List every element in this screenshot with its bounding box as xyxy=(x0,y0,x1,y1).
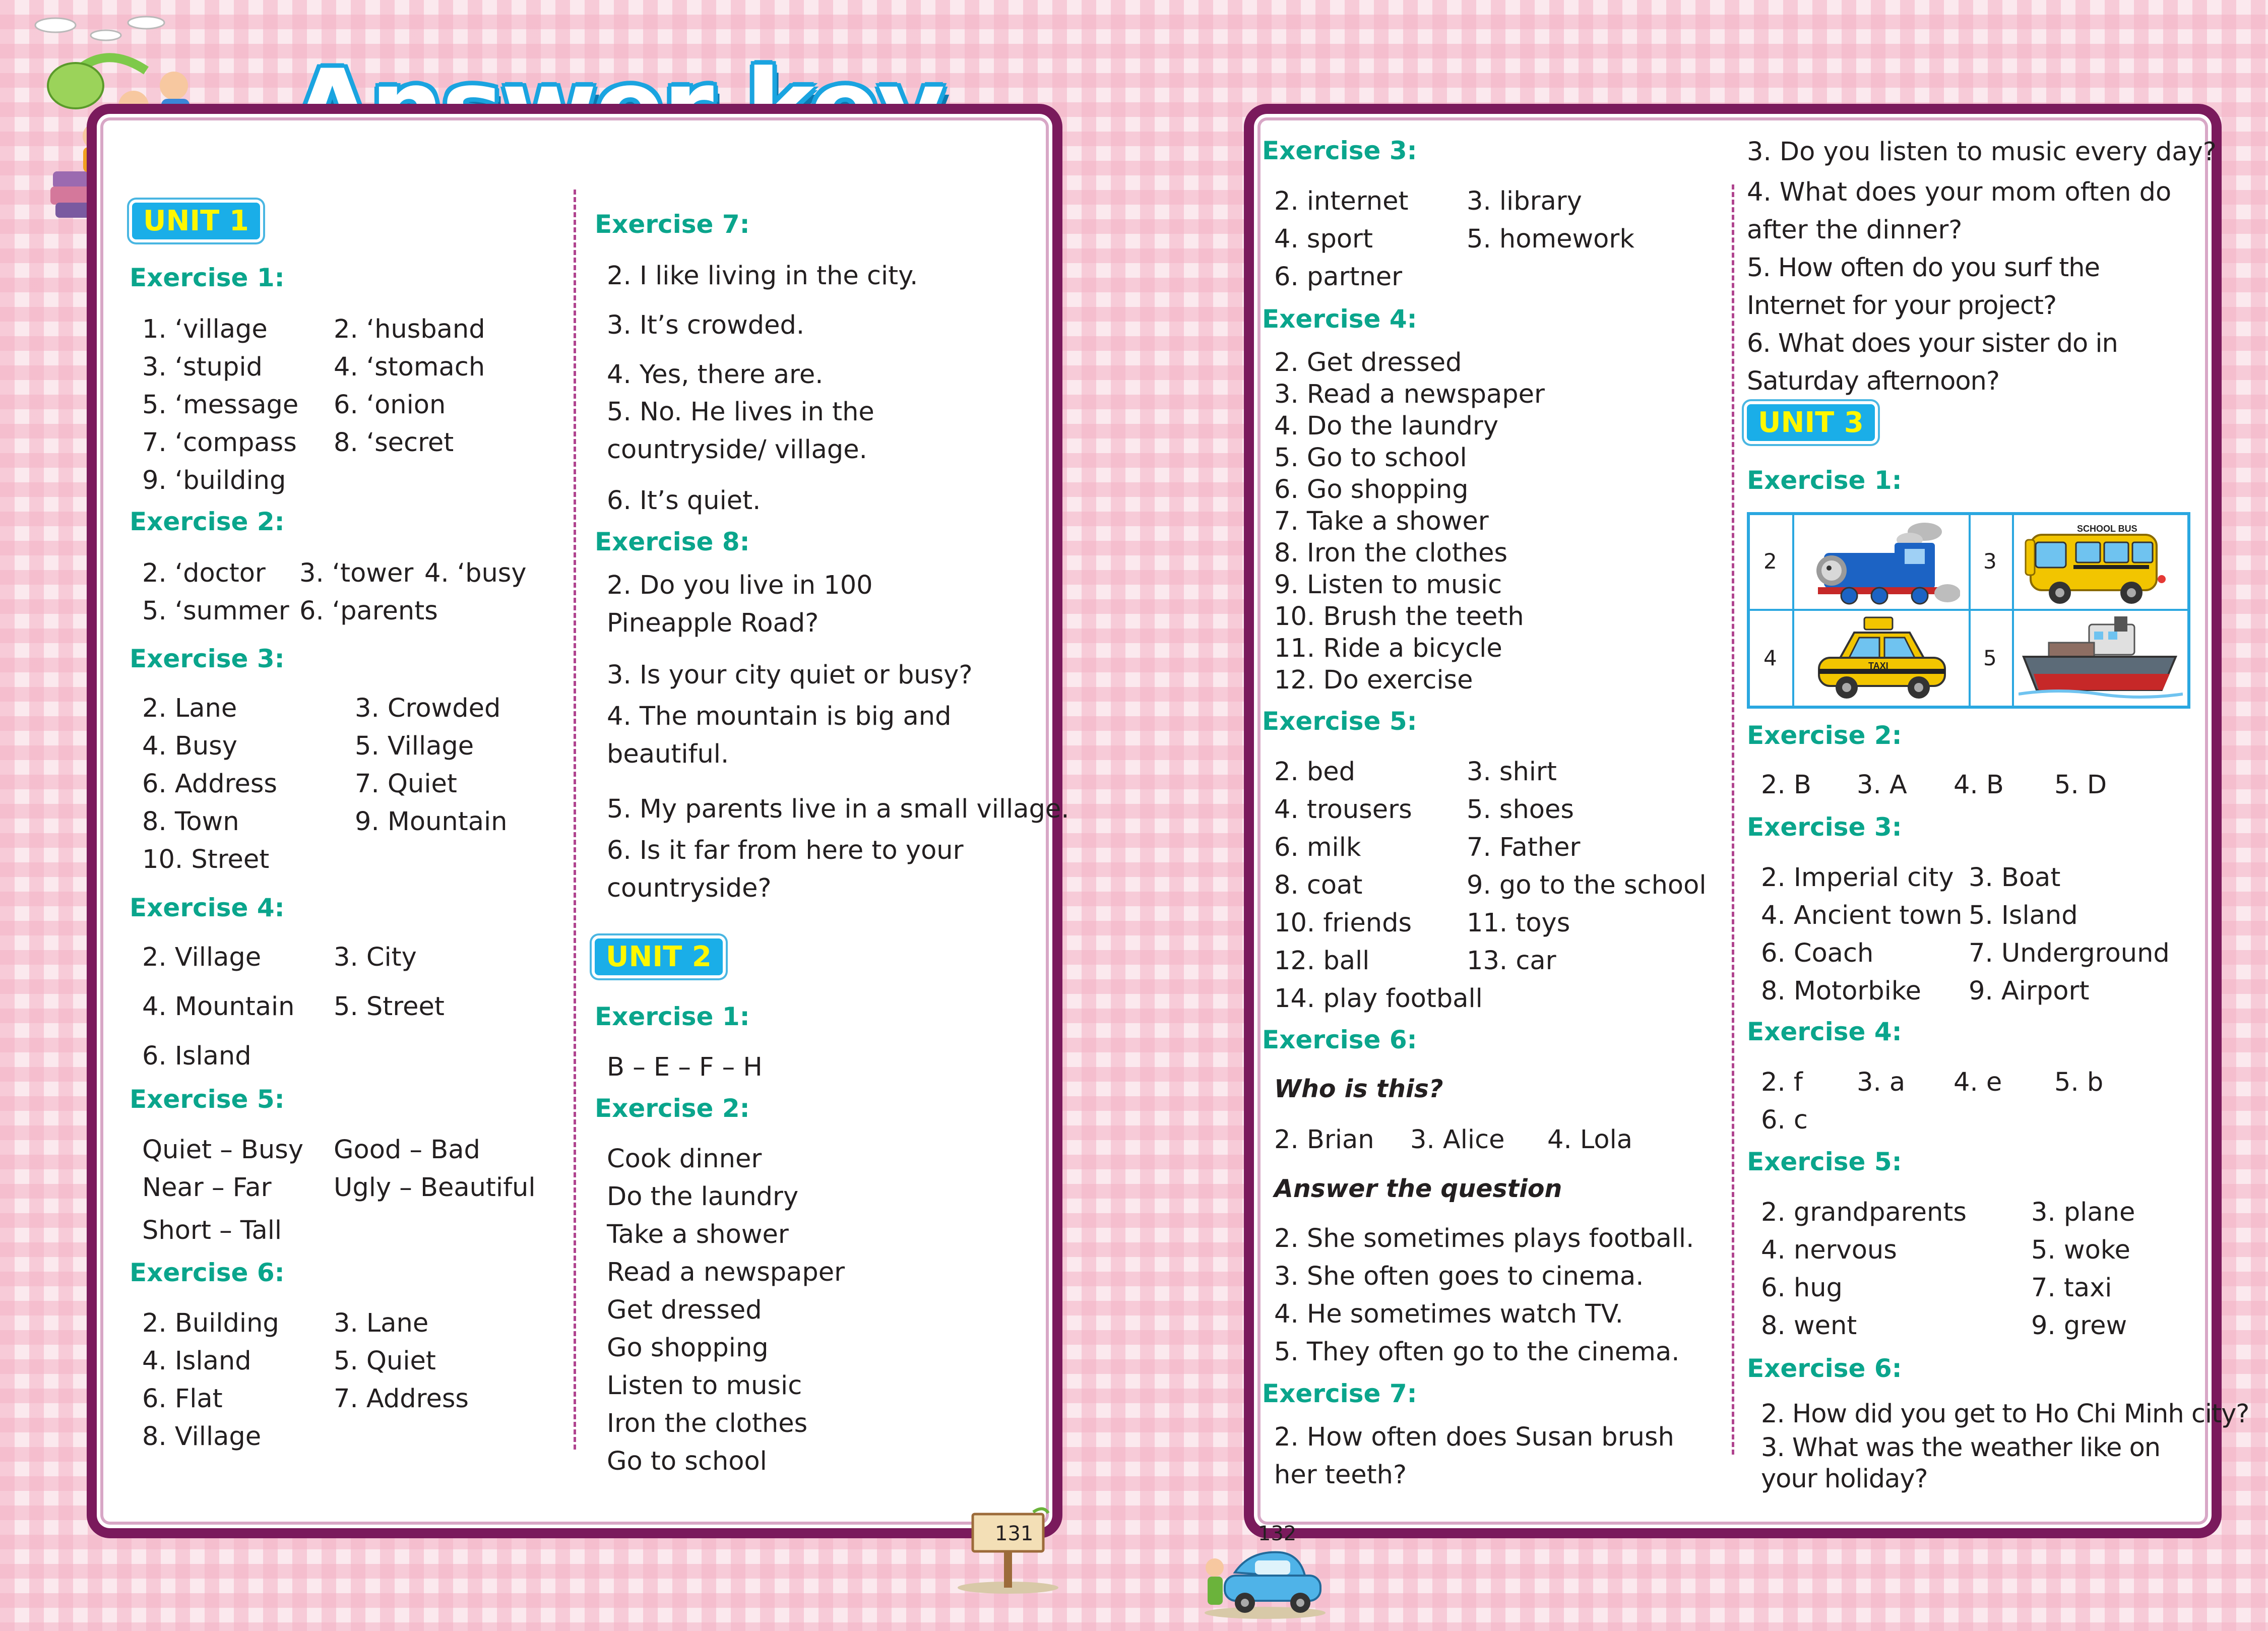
list-item: 4. sport xyxy=(1274,224,1373,254)
taxi-icon xyxy=(1804,614,1960,703)
list-item: 8. went xyxy=(1761,1311,1857,1341)
list-item: 5. woke xyxy=(2031,1235,2130,1265)
list-item: 2. Lane xyxy=(142,694,237,723)
unit2-ex2-heading: Exercise 2: xyxy=(595,1094,750,1123)
unit1-ex2-heading: Exercise 2: xyxy=(130,507,285,536)
unit2-ex5-heading: Exercise 5: xyxy=(1262,707,1417,736)
list-item: Go to school xyxy=(607,1447,767,1476)
list-item: 6. Address xyxy=(142,769,277,799)
list-item: 4. trousers xyxy=(1274,795,1412,825)
list-item: 4. Mountain xyxy=(142,992,295,1022)
list-item: 3. City xyxy=(334,943,417,972)
list-item: 8. Motorbike xyxy=(1761,976,1921,1006)
list-item: 6. Coach xyxy=(1761,938,1874,968)
list-item: 6. What does your sister do in Saturday afternoon? xyxy=(1747,329,2118,396)
list-item: 5. D xyxy=(2054,770,2107,800)
list-item: 7. Underground xyxy=(1969,938,2170,968)
list-item: 2. Do you live in 100 Pineapple Road? xyxy=(607,571,873,638)
list-item: 10. Street xyxy=(142,845,270,874)
answer-the-question-subheading: Answer the question xyxy=(1274,1174,1562,1203)
list-item: 2. bed xyxy=(1274,757,1355,787)
page-number-left: 131 xyxy=(995,1522,1034,1545)
list-item: 3. A xyxy=(1857,770,1907,800)
list-item: 5. How often do you surf the Internet for your project? xyxy=(1747,253,2100,321)
list-item: 4. B xyxy=(1954,770,2004,800)
list-item: 3. a xyxy=(1857,1068,1906,1097)
list-item: 4. ‘stomach xyxy=(334,352,485,382)
unit3-ex2-heading: Exercise 2: xyxy=(1747,721,1902,750)
list-item: 11. Ride a bicycle xyxy=(1274,634,1502,663)
list-item: 7. Take a shower xyxy=(1274,507,1489,536)
picture-number: 4 xyxy=(1763,646,1777,670)
list-item: 5. Quiet xyxy=(334,1346,436,1376)
list-item: 5. Go to school xyxy=(1274,443,1467,473)
list-item: 2. I like living in the city. xyxy=(607,261,918,291)
list-item: Cook dinner xyxy=(607,1144,762,1174)
left-page xyxy=(87,104,1069,1538)
unit2-ex6-heading: Exercise 6: xyxy=(1262,1025,1417,1054)
list-item: 8. Village xyxy=(142,1422,262,1452)
list-item: 4. Yes, there are. xyxy=(607,360,824,390)
list-item: 4. Island xyxy=(142,1346,251,1376)
list-item: 3. It’s crowded. xyxy=(607,310,805,340)
list-item: 7. ‘compass xyxy=(142,428,297,458)
list-item: 6. ‘parents xyxy=(299,596,438,626)
unit3-ex3-heading: Exercise 3: xyxy=(1747,812,1902,842)
list-item: 3. Do you listen to music every day? xyxy=(1747,137,2217,167)
unit1-ex4-heading: Exercise 4: xyxy=(130,893,285,922)
unit1-ex1-heading: Exercise 1: xyxy=(130,263,285,292)
list-item: 5. They often go to the cinema. xyxy=(1274,1337,1680,1367)
list-item: 9. grew xyxy=(2031,1311,2127,1341)
list-item: 3. shirt xyxy=(1467,757,1557,787)
list-item: 7. taxi xyxy=(2031,1273,2112,1303)
list-item: 3. What was the weather like on your holiday? xyxy=(1761,1433,2161,1494)
unit2-ex1-heading: Exercise 1: xyxy=(595,1002,750,1031)
list-item: 6. partner xyxy=(1274,262,1403,292)
who-is-this-subheading: Who is this? xyxy=(1274,1075,1443,1103)
list-item: 2. Imperial city xyxy=(1761,863,1954,893)
unit-3-badge: UNIT 3 xyxy=(1747,404,1875,441)
list-item: 4. He sometimes watch TV. xyxy=(1274,1299,1623,1329)
picture-number: 5 xyxy=(1983,646,1997,670)
list-item: 7. Father xyxy=(1467,833,1581,862)
list-item: Get dressed xyxy=(607,1295,762,1325)
list-item: Go shopping xyxy=(607,1333,769,1363)
list-item: 11. toys xyxy=(1467,908,1570,938)
list-item: 2. f xyxy=(1761,1068,1803,1097)
signpost-icon xyxy=(948,1507,1068,1598)
list-item: 3. Boat xyxy=(1969,863,2061,893)
bus-sign-text: SCHOOL BUS xyxy=(2077,524,2137,534)
unit3-ex5-heading: Exercise 5: xyxy=(1747,1147,1902,1176)
list-item: Ugly – Beautiful xyxy=(334,1173,536,1203)
list-item: 6. milk xyxy=(1274,833,1361,862)
unit-2-badge: UNIT 2 xyxy=(595,938,723,975)
list-item: 5. homework xyxy=(1467,224,1634,254)
list-item: 5. Street xyxy=(334,992,445,1022)
list-item: 3. Read a newspaper xyxy=(1274,380,1545,409)
list-item: 3. Alice xyxy=(1410,1125,1505,1155)
list-item: 6. hug xyxy=(1761,1273,1843,1303)
list-item: 10. Brush the teeth xyxy=(1274,602,1524,632)
list-item: 2. Building xyxy=(142,1308,279,1338)
list-item: 2. B xyxy=(1761,770,1811,800)
unit2-ex7-heading: Exercise 7: xyxy=(1262,1379,1417,1408)
list-item: 8. Iron the clothes xyxy=(1274,538,1508,568)
list-item: 5. Island xyxy=(1969,901,2078,930)
list-item: Good – Bad xyxy=(334,1135,480,1165)
list-item: 5. b xyxy=(2054,1068,2104,1097)
list-item: 2. grandparents xyxy=(1761,1198,1967,1227)
list-item: 6. Flat xyxy=(142,1384,223,1414)
unit1-ex7-heading: Exercise 7: xyxy=(595,210,750,239)
list-item: Quiet – Busy xyxy=(142,1135,303,1165)
list-item: 4. Lola xyxy=(1547,1125,1633,1155)
list-item: 6. c xyxy=(1761,1105,1808,1135)
list-item: 2. How did you get to Ho Chi Minh city? xyxy=(1761,1399,2249,1429)
unit2-ex3-heading: Exercise 3: xyxy=(1262,136,1417,165)
unit-1-badge: UNIT 1 xyxy=(132,203,260,239)
list-item: 2. How often does Susan brush her teeth? xyxy=(1274,1422,1674,1490)
picture-number: 2 xyxy=(1763,549,1777,574)
list-item: 4. The mountain is big and beautiful. xyxy=(607,702,952,769)
list-item: 14. play football xyxy=(1274,984,1483,1014)
transport-picture-table xyxy=(1747,512,2190,709)
list-item: Do the laundry xyxy=(607,1182,799,1212)
column-divider xyxy=(1732,184,1734,1455)
list-item: Listen to music xyxy=(607,1371,802,1401)
list-item: 5. ‘summer xyxy=(142,596,289,626)
list-item: 6. ‘onion xyxy=(334,390,446,420)
list-item: 5. ‘message xyxy=(142,390,299,420)
list-item: 2. Get dressed xyxy=(1274,348,1462,378)
list-item: Iron the clothes xyxy=(607,1409,808,1438)
list-item: 12. ball xyxy=(1274,946,1370,976)
list-item: 2. Brian xyxy=(1274,1125,1374,1155)
list-item: 2. She sometimes plays football. xyxy=(1274,1224,1694,1253)
list-item: Near – Far xyxy=(142,1173,272,1203)
list-item: 9. Mountain xyxy=(355,807,508,837)
picture-number: 3 xyxy=(1983,549,1997,574)
list-item: 9. Listen to music xyxy=(1274,570,1502,600)
list-item: 9. Airport xyxy=(1969,976,2090,1006)
list-item: 5. My parents live in a small village. xyxy=(607,794,1069,824)
unit1-ex8-heading: Exercise 8: xyxy=(595,527,750,556)
list-item: 8. ‘secret xyxy=(334,428,454,458)
list-item: 12. Do exercise xyxy=(1274,665,1473,695)
list-item: 7. Address xyxy=(334,1384,469,1414)
list-item: 5. Village xyxy=(355,731,474,761)
boat-icon xyxy=(2019,614,2183,703)
list-item: 3. Crowded xyxy=(355,694,501,723)
taxi-sign-text: TAXI xyxy=(1868,661,1888,671)
page-number-right: 132 xyxy=(1258,1522,1297,1545)
train-icon xyxy=(1804,518,1960,606)
car-icon xyxy=(1194,1532,1336,1623)
list-item: 4. Busy xyxy=(142,731,237,761)
list-item: 3. plane xyxy=(2031,1198,2135,1227)
unit1-ex3-heading: Exercise 3: xyxy=(130,644,285,673)
list-item: 4. e xyxy=(1954,1068,2002,1097)
unit3-ex1-heading: Exercise 1: xyxy=(1747,466,1902,495)
list-item: 6. It’s quiet. xyxy=(607,486,761,516)
list-item: 4. nervous xyxy=(1761,1235,1897,1265)
list-item: Read a newspaper xyxy=(607,1258,845,1287)
list-item: B – E – F – H xyxy=(607,1052,763,1082)
list-item: 1. ‘village xyxy=(142,315,268,344)
unit2-ex4-heading: Exercise 4: xyxy=(1262,304,1417,334)
list-item: 3. ‘tower xyxy=(299,558,414,588)
unit1-ex6-heading: Exercise 6: xyxy=(130,1258,285,1287)
list-item: 9. go to the school xyxy=(1467,870,1707,900)
unit3-ex6-heading: Exercise 6: xyxy=(1747,1354,1902,1383)
list-item: 8. coat xyxy=(1274,870,1363,900)
list-item: 8. Town xyxy=(142,807,239,837)
column-divider xyxy=(574,190,576,1450)
list-item: Short – Tall xyxy=(142,1216,282,1245)
list-item: 9. ‘building xyxy=(142,466,286,495)
list-item: 4. ‘busy xyxy=(424,558,527,588)
school-bus-icon xyxy=(2021,520,2183,605)
list-item: 5. shoes xyxy=(1467,795,1574,825)
list-item: 2. ‘husband xyxy=(334,315,485,344)
list-item: 4. Do the laundry xyxy=(1274,411,1499,441)
list-item: 3. Lane xyxy=(334,1308,429,1338)
list-item: 3. library xyxy=(1467,186,1582,216)
list-item: 10. friends xyxy=(1274,908,1412,938)
unit1-ex5-heading: Exercise 5: xyxy=(130,1085,285,1114)
list-item: 7. Quiet xyxy=(355,769,457,799)
list-item: 5. No. He lives in the countryside/ village. xyxy=(607,397,874,465)
list-item: 4. Ancient town xyxy=(1761,901,1963,930)
list-item: 6. Is it far from here to your countryside? xyxy=(607,836,964,903)
list-item: 2. Village xyxy=(142,943,262,972)
list-item: 6. Go shopping xyxy=(1274,475,1469,505)
list-item: 3. ‘stupid xyxy=(142,352,263,382)
list-item: Take a shower xyxy=(607,1220,789,1249)
list-item: 2. ‘doctor xyxy=(142,558,266,588)
list-item: 13. car xyxy=(1467,946,1556,976)
list-item: 4. What does your mom often do after the dinner? xyxy=(1747,177,2172,245)
right-page xyxy=(1244,104,2249,1538)
list-item: 3. She often goes to cinema. xyxy=(1274,1262,1644,1291)
list-item: 2. internet xyxy=(1274,186,1409,216)
list-item: 3. Is your city quiet or busy? xyxy=(607,660,973,690)
unit3-ex4-heading: Exercise 4: xyxy=(1747,1017,1902,1046)
list-item: 6. Island xyxy=(142,1041,251,1071)
